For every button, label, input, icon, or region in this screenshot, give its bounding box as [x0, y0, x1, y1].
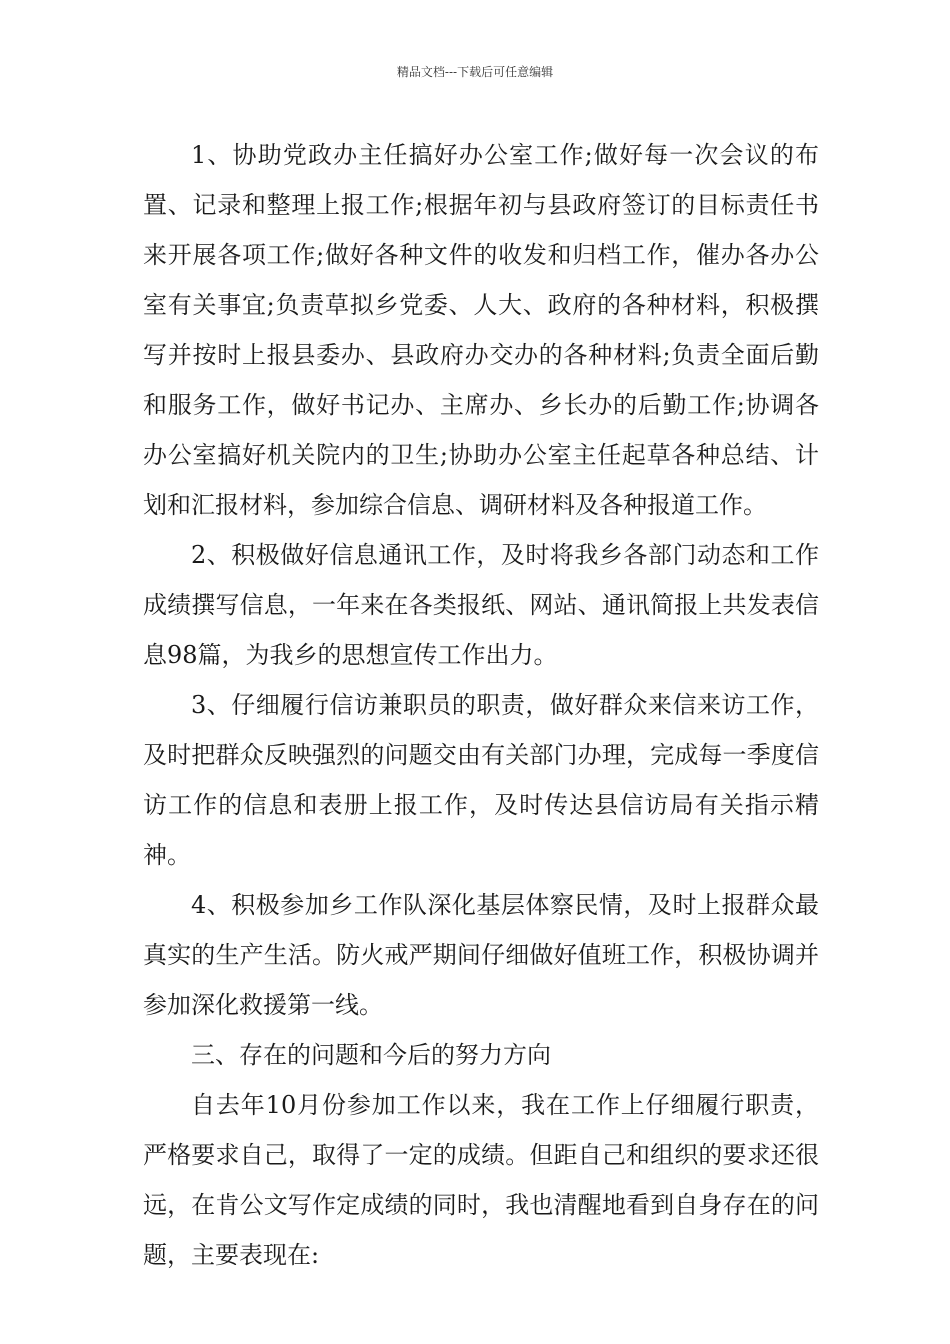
document-body	[143, 130, 819, 1280]
paragraph-duty-1: 1、协助党政办主任搞好办公室工作;做好每一次会议的布置、记录和整理上报工作;根据年初与县政府签订的目标责任书来开展各项工作;做好各种文件的收发和归档工作，催办各办公室有关事宜;负责草拟乡党委、人大、政府的各种材料，积极撰写并按时上报县委办、县政府办交办的各种材料;负责全面后勤和服务工作，做好书记办、主席办、乡长办的后勤工作;协调各办公室搞好机关院内的卫生;协助办公室主任起草各种总结、计划和汇报材料，参加综合信息、调研材料及各种报道工作。	[143, 141, 819, 519]
paragraph-duty-4: 4、积极参加乡工作队深化基层体察民情，及时上报群众最真实的生产生活。防火戒严期间仔细做好值班工作，积极协调并参加深化救援第一线。	[143, 891, 819, 1019]
section-heading: 三、存在的问题和今后的努力方向	[191, 1041, 551, 1069]
paragraph-duty-3: 3、仔细履行信访兼职员的职责，做好群众来信来访工作，及时把群众反映强烈的问题交由有关部门办理，完成每一季度信访工作的信息和表册上报工作，及时传达县信访局有关指示精神。	[143, 691, 819, 869]
paragraph-summary: 自去年10月份参加工作以来，我在工作上仔细履行职责，严格要求自己，取得了一定的成绩。但距自己和组织的要求还很远，在肯公文写作定成绩的同时，我也清醒地看到自身存在的问题，主要表现在:	[143, 1091, 819, 1269]
paragraph-duty-2: 2、积极做好信息通讯工作，及时将我乡各部门动态和工作成绩撰写信息，一年来在各类报纸、网站、通讯简报上共发表信息98篇，为我乡的思想宣传工作出力。	[143, 541, 819, 669]
page-header: 精品文档---下载后可任意编辑	[396, 65, 554, 79]
